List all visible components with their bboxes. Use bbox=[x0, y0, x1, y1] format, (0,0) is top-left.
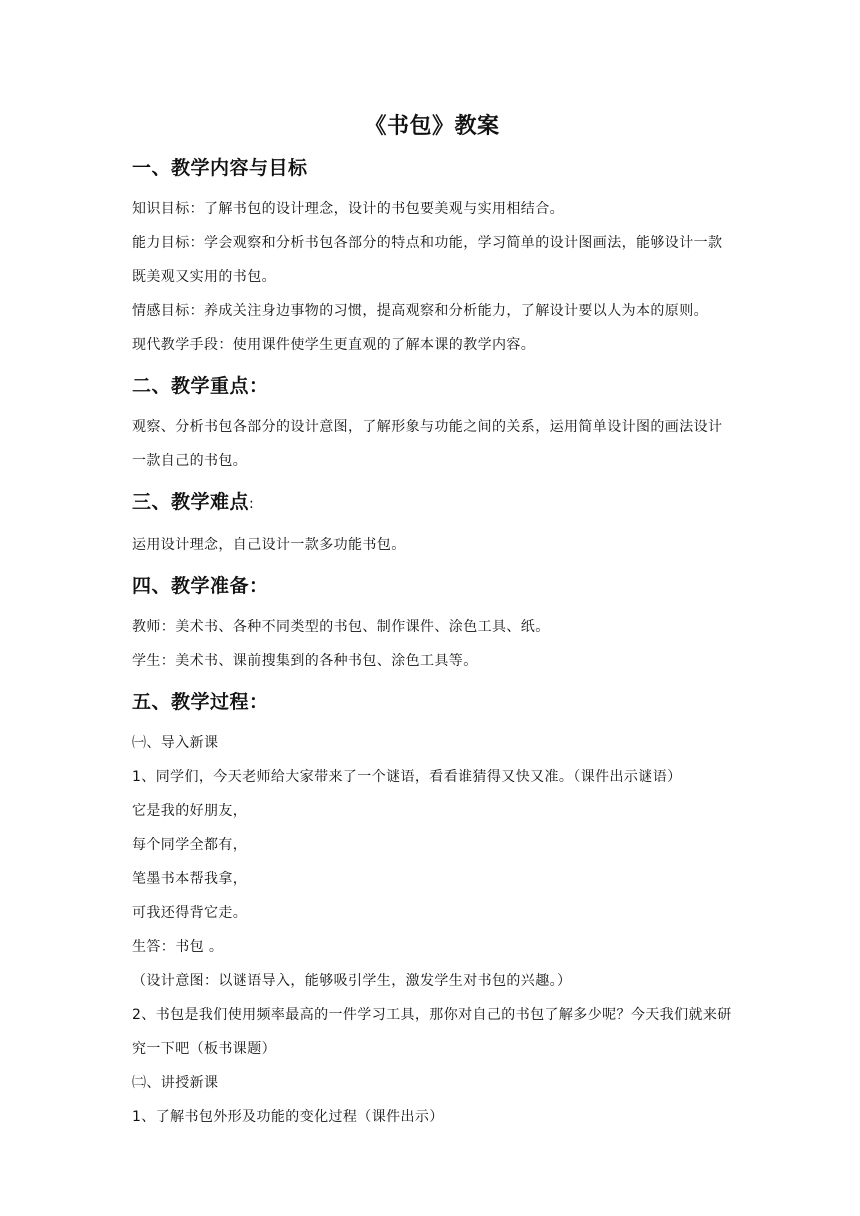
section-heading: 四、教学准备： bbox=[132, 575, 269, 597]
paragraph-knowledge-goal: 知识目标：了解书包的设计理念，设计的书包要美观与实用相结合。 bbox=[132, 201, 564, 217]
paragraph-ability-goal: 能力目标：学会观察和分析书包各部分的特点和功能，学习简单的设计图画法，能够设计一款既美观又实用的书包。 bbox=[132, 235, 723, 285]
riddle-line: 它是我的好朋友， bbox=[132, 803, 248, 819]
document-body bbox=[132, 110, 732, 1134]
riddle-line: 每个同学全都有， bbox=[132, 837, 248, 853]
section-heading-text: 三、教学难点 bbox=[132, 491, 250, 513]
section-heading-colon: : bbox=[249, 496, 255, 512]
subheading-intro: ㈠、导入新课 bbox=[132, 735, 219, 751]
paragraph-student-answer: 生答：书包 。 bbox=[132, 939, 224, 955]
paragraph-teaching-means: 现代教学手段：使用课件使学生更直观的了解本课的教学内容。 bbox=[132, 337, 536, 353]
paragraph-design-intent: （设计意图：以谜语导入，能够吸引学生，激发学生对书包的兴趣。） bbox=[132, 973, 572, 989]
paragraph-student-materials: 学生：美术书、课前搜集到的各种书包、涂色工具等。 bbox=[132, 653, 478, 669]
section-heading: 二、教学重点： bbox=[132, 375, 269, 397]
paragraph-riddle-intro: 1、同学们，今天老师给大家带来了一个谜语，看看谁猜得又快又准。（课件出示谜语） bbox=[132, 769, 682, 785]
riddle-line: 笔墨书本帮我拿， bbox=[132, 871, 248, 887]
section-teaching-focus bbox=[132, 372, 732, 478]
paragraph-bag-evolution: 1、了解书包外形及功能的变化过程（课件出示） bbox=[132, 1109, 444, 1125]
paragraph-difficulty: 运用设计理念，自己设计一款多功能书包。 bbox=[132, 537, 406, 553]
section-heading: 一、教学内容与目标 bbox=[132, 157, 308, 179]
section-teaching-process bbox=[132, 688, 732, 1134]
paragraph-focus: 观察、分析书包各部分的设计意图，了解形象与功能之间的关系，运用简单设计图的画法设计一款自己的书包。 bbox=[132, 419, 723, 469]
section-teaching-content-goals bbox=[132, 154, 732, 362]
section-teaching-difficulty bbox=[132, 488, 732, 562]
document-title: 《书包》教案 bbox=[364, 114, 500, 139]
subheading-new-lesson: ㈡、讲授新课 bbox=[132, 1075, 219, 1091]
paragraph-teacher-materials: 教师：美术书、各种不同类型的书包、制作课件、涂色工具、纸。 bbox=[132, 619, 550, 635]
paragraph-lesson-topic: 2、书包是我们使用频率最高的一件学习工具，那你对自己的书包了解多少呢？今天我们就来研究一下吧（板书课题） bbox=[132, 1007, 732, 1057]
section-heading: 五、教学过程： bbox=[132, 691, 269, 713]
section-heading bbox=[132, 488, 732, 518]
paragraph-emotion-goal: 情感目标：养成关注身边事物的习惯，提高观察和分析能力，了解设计要以人为本的原则。 bbox=[132, 303, 708, 319]
section-teaching-preparation bbox=[132, 572, 732, 678]
riddle-line: 可我还得背它走。 bbox=[132, 905, 248, 921]
